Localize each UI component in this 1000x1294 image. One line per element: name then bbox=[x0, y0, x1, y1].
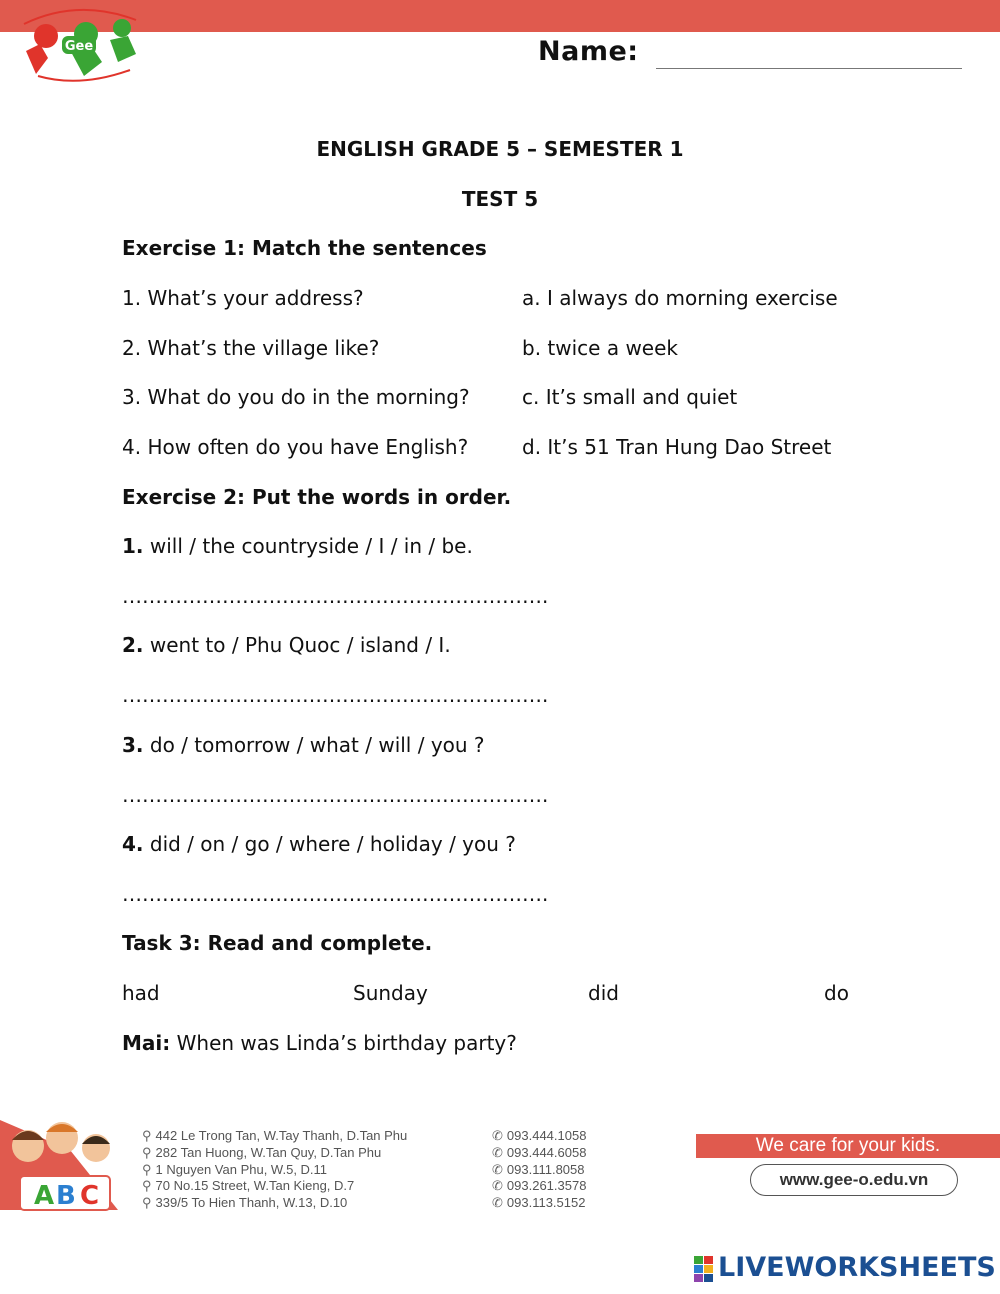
address-line: ⚲ 70 No.15 Street, W.Tan Kieng, D.7 bbox=[142, 1178, 355, 1193]
word-bank-item: did bbox=[588, 981, 619, 1005]
website-link[interactable]: www.gee-o.edu.vn bbox=[750, 1164, 958, 1196]
order-item-words: did / on / go / where / holiday / you ? bbox=[143, 832, 516, 856]
phone-icon: ✆ bbox=[492, 1195, 503, 1210]
location-pin-icon: ⚲ bbox=[142, 1195, 152, 1210]
location-pin-icon: ⚲ bbox=[142, 1128, 152, 1143]
phone-line: ✆ 093.444.6058 bbox=[492, 1145, 587, 1160]
exercise2-heading: Exercise 2: Put the words in order. bbox=[122, 485, 512, 509]
name-label: Name: bbox=[538, 36, 639, 67]
order-item-words: went to / Phu Quoc / island / I. bbox=[143, 633, 451, 657]
order-item-number: 2. bbox=[122, 633, 144, 657]
dialogue-text: When was Linda’s birthday party? bbox=[170, 1031, 517, 1055]
phone-icon: ✆ bbox=[492, 1145, 503, 1160]
phone-line: ✆ 093.113.5152 bbox=[492, 1195, 586, 1210]
answer-blank[interactable]: ………………………………………………………. bbox=[122, 683, 549, 707]
phone-icon: ✆ bbox=[492, 1162, 503, 1177]
dialogue-line bbox=[122, 1031, 517, 1055]
location-pin-icon: ⚲ bbox=[142, 1178, 152, 1193]
word-bank-item: Sunday bbox=[353, 981, 428, 1005]
match-question: 4. How often do you have English? bbox=[122, 435, 469, 459]
phone-line: ✆ 093.444.1058 bbox=[492, 1128, 587, 1143]
svg-text:Gee: Gee bbox=[64, 39, 94, 54]
match-answer: d. It’s 51 Tran Hung Dao Street bbox=[522, 435, 832, 459]
answer-blank[interactable]: ………………………………………………………. bbox=[122, 783, 549, 807]
order-item bbox=[122, 534, 473, 558]
task3-heading: Task 3: Read and complete. bbox=[122, 931, 433, 955]
answer-blank[interactable]: ………………………………………………………. bbox=[122, 584, 549, 608]
order-item-number: 4. bbox=[122, 832, 144, 856]
address-line: ⚲ 442 Le Trong Tan, W.Tay Thanh, D.Tan Phu bbox=[142, 1128, 408, 1143]
order-item-number: 3. bbox=[122, 733, 144, 757]
order-item bbox=[122, 633, 451, 657]
slogan-banner: We care for your kids. bbox=[696, 1134, 1000, 1158]
address-line: ⚲ 1 Nguyen Van Phu, W.5, D.11 bbox=[142, 1162, 328, 1177]
order-item bbox=[122, 832, 516, 856]
order-item-words: will / the countryside / I / in / be. bbox=[143, 534, 473, 558]
liveworksheets-watermark: LIVEWORKSHEETS bbox=[718, 1252, 996, 1283]
location-pin-icon: ⚲ bbox=[142, 1162, 152, 1177]
word-bank-item: had bbox=[122, 981, 160, 1005]
order-item-number: 1. bbox=[122, 534, 144, 558]
phone-icon: ✆ bbox=[492, 1128, 503, 1143]
phone-line: ✆ 093.261.3578 bbox=[492, 1178, 587, 1193]
test-number: TEST 5 bbox=[461, 187, 539, 211]
gee-o-logo bbox=[18, 6, 148, 86]
kids-abc-illustration bbox=[0, 1110, 140, 1220]
match-question: 3. What do you do in the morning? bbox=[122, 385, 470, 409]
liveworksheets-logo-icon bbox=[694, 1256, 714, 1282]
match-answer: a. I always do morning exercise bbox=[522, 286, 838, 310]
name-input-line[interactable] bbox=[656, 68, 962, 69]
page-title: ENGLISH GRADE 5 – SEMESTER 1 bbox=[316, 137, 684, 161]
match-answer: c. It’s small and quiet bbox=[522, 385, 738, 409]
match-answer: b. twice a week bbox=[522, 336, 678, 360]
location-pin-icon: ⚲ bbox=[142, 1145, 152, 1160]
svg-text:B: B bbox=[56, 1181, 76, 1211]
word-bank-item: do bbox=[824, 981, 849, 1005]
match-question: 1. What’s your address? bbox=[122, 286, 364, 310]
answer-blank[interactable]: ………………………………………………………. bbox=[122, 882, 549, 906]
order-item bbox=[122, 733, 485, 757]
address-line: ⚲ 282 Tan Huong, W.Tan Quy, D.Tan Phu bbox=[142, 1145, 382, 1160]
order-item-words: do / tomorrow / what / will / you ? bbox=[143, 733, 485, 757]
svg-text:C: C bbox=[80, 1181, 100, 1211]
phone-icon: ✆ bbox=[492, 1178, 503, 1193]
address-line: ⚲ 339/5 To Hien Thanh, W.13, D.10 bbox=[142, 1195, 348, 1210]
exercise1-heading: Exercise 1: Match the sentences bbox=[122, 236, 487, 260]
header-bar bbox=[0, 0, 1000, 32]
match-question: 2. What’s the village like? bbox=[122, 336, 380, 360]
dialogue-speaker: Mai: bbox=[122, 1031, 171, 1055]
svg-text:A: A bbox=[34, 1181, 55, 1211]
phone-line: ✆ 093.111.8058 bbox=[492, 1162, 585, 1177]
